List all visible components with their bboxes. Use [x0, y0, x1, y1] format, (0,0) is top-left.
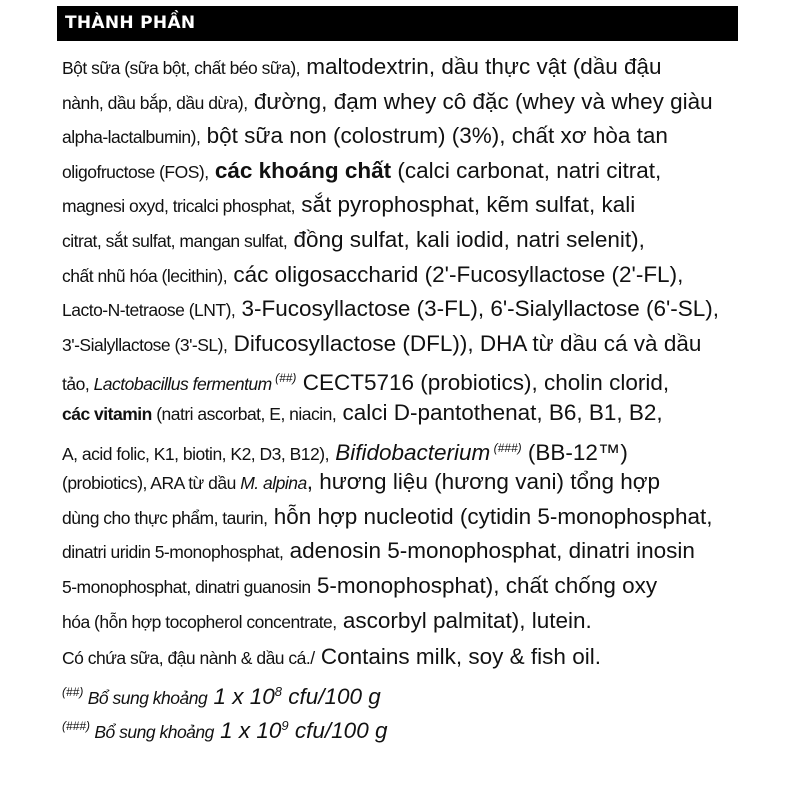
- footnote-marker: (##): [62, 684, 84, 699]
- ingredient-line: [62, 50, 738, 85]
- ingredient-line: [62, 604, 738, 639]
- ingredient-line: [62, 361, 738, 396]
- text-run: sắt pyrophosphat, kẽm sulfat, kali: [295, 192, 636, 218]
- ingredient-line: [62, 292, 738, 327]
- text-run: magnesi oxyd, tricalci phosphat,: [62, 196, 296, 217]
- text-run: 3-Fucosyllactose (3-FL), 6'-Sialyllactose (6'-SL),: [235, 296, 720, 322]
- text-run: hóa (hỗn hợp tocopherol concentrate,: [62, 611, 337, 632]
- ingredients-text: [62, 50, 738, 744]
- text-run: oligofructose (FOS),: [62, 161, 209, 182]
- text-run: nành, dầu bắp, dầu dừa),: [62, 92, 248, 113]
- text-run: (natri ascorbat, E, niacin,: [151, 403, 337, 424]
- text-run: 3'-Sialyllactose (3'-SL),: [62, 334, 228, 355]
- text-run: đường, đạm whey cô đặc (whey và whey giàu: [247, 88, 713, 114]
- text-run-bold: các khoáng chất: [208, 157, 392, 183]
- text-run: 5-monophosphat, dinatri guanosin: [62, 576, 311, 597]
- section-title: THÀNH PHẦN: [65, 13, 196, 33]
- text-run: dinatri uridin 5-monophosphat,: [62, 542, 284, 563]
- footnote-marker: (###): [490, 440, 522, 455]
- allergen-statement: [62, 640, 738, 675]
- text-run: tảo,: [62, 374, 90, 395]
- ingredient-line: [62, 154, 738, 189]
- footnote-line: [62, 709, 738, 744]
- text-run: chất nhũ hóa (lecithin),: [62, 265, 228, 286]
- ingredient-line: [62, 431, 738, 466]
- text-run: adenosin 5-monophosphat, dinatri inosin: [283, 538, 695, 564]
- text-run-italic: Bifidobacterium: [328, 439, 491, 465]
- footnote-marker: (###): [62, 719, 91, 734]
- text-run: các oligosaccharid (2'-Fucosyllactose (2'-FL),: [227, 261, 684, 287]
- text-run: bột sữa non (colostrum) (3%), chất xơ hòa tan: [200, 123, 668, 149]
- ingredient-line: [62, 327, 738, 362]
- ingredient-line: [62, 188, 738, 223]
- text-run-italic: cfu/100 g: [281, 683, 381, 709]
- text-run: alpha-lactalbumin),: [62, 127, 201, 148]
- text-run: hỗn hợp nucleotid (cytidin 5-monophosphat,: [267, 503, 713, 529]
- ingredient-line: [62, 85, 738, 120]
- text-run-italic: Bổ sung khoảng: [83, 687, 208, 708]
- ingredient-line: [62, 258, 738, 293]
- text-run: CECT5716 (probiotics), cholin clorid,: [296, 370, 670, 396]
- text-run: citrat, sắt sulfat, mangan sulfat,: [62, 230, 288, 251]
- text-run-italic: Lactobacillus fermentum: [89, 374, 272, 395]
- text-run: calci D-pantothenat, B6, B1, B2,: [336, 399, 663, 425]
- text-run: (BB-12™): [521, 439, 628, 465]
- text-run-bold: các vitamin: [62, 403, 152, 424]
- text-run: Lacto-N-tetraose (LNT),: [62, 300, 236, 321]
- text-run: Difucosyllactose (DFL)), DHA từ dầu cá và dầu: [227, 330, 702, 356]
- footnote-marker: (##): [271, 371, 297, 386]
- text-run: Có chứa sữa, đậu nành & dầu cá./: [62, 648, 315, 669]
- ingredient-line: [62, 465, 738, 500]
- text-run: (calci carbonat, natri citrat,: [391, 157, 662, 183]
- text-run: 5-monophosphat), chất chống oxy: [310, 572, 658, 598]
- text-run-italic: 1 x 10: [213, 718, 282, 744]
- text-run: dùng cho thực phẩm, taurin,: [62, 507, 268, 528]
- exponent: 8: [274, 683, 282, 699]
- ingredient-line: [62, 534, 738, 569]
- text-run-italic: Bổ sung khoảng: [90, 722, 214, 743]
- exponent: 9: [281, 718, 289, 734]
- text-run: Bột sữa (sữa bột, chất béo sữa),: [62, 58, 301, 78]
- text-run-italic: M. alpina: [235, 473, 307, 494]
- text-run-italic: 1 x 10: [207, 683, 275, 709]
- text-run: Contains milk, soy & fish oil.: [314, 644, 601, 670]
- text-run: (probiotics), ARA từ dầu: [62, 473, 236, 494]
- ingredient-line: [62, 223, 738, 258]
- text-run: , hương liệu (hương vani) tổng hợp: [306, 469, 661, 495]
- ingredient-line: [62, 396, 738, 431]
- ingredient-line: [62, 569, 738, 604]
- text-run: A, acid folic, K1, biotin, K2, D3, B12),: [62, 443, 329, 464]
- section-header: [57, 6, 738, 41]
- text-run: maltodextrin, dầu thực vật (dầu đậu: [300, 54, 662, 79]
- ingredient-line: [62, 500, 738, 535]
- footnote-line: [62, 675, 738, 710]
- text-run-italic: cfu/100 g: [288, 718, 388, 744]
- ingredient-line: [62, 119, 738, 154]
- text-run: ascorbyl palmitat), lutein.: [336, 607, 592, 633]
- text-run: đồng sulfat, kali iodid, natri selenit),: [287, 226, 645, 252]
